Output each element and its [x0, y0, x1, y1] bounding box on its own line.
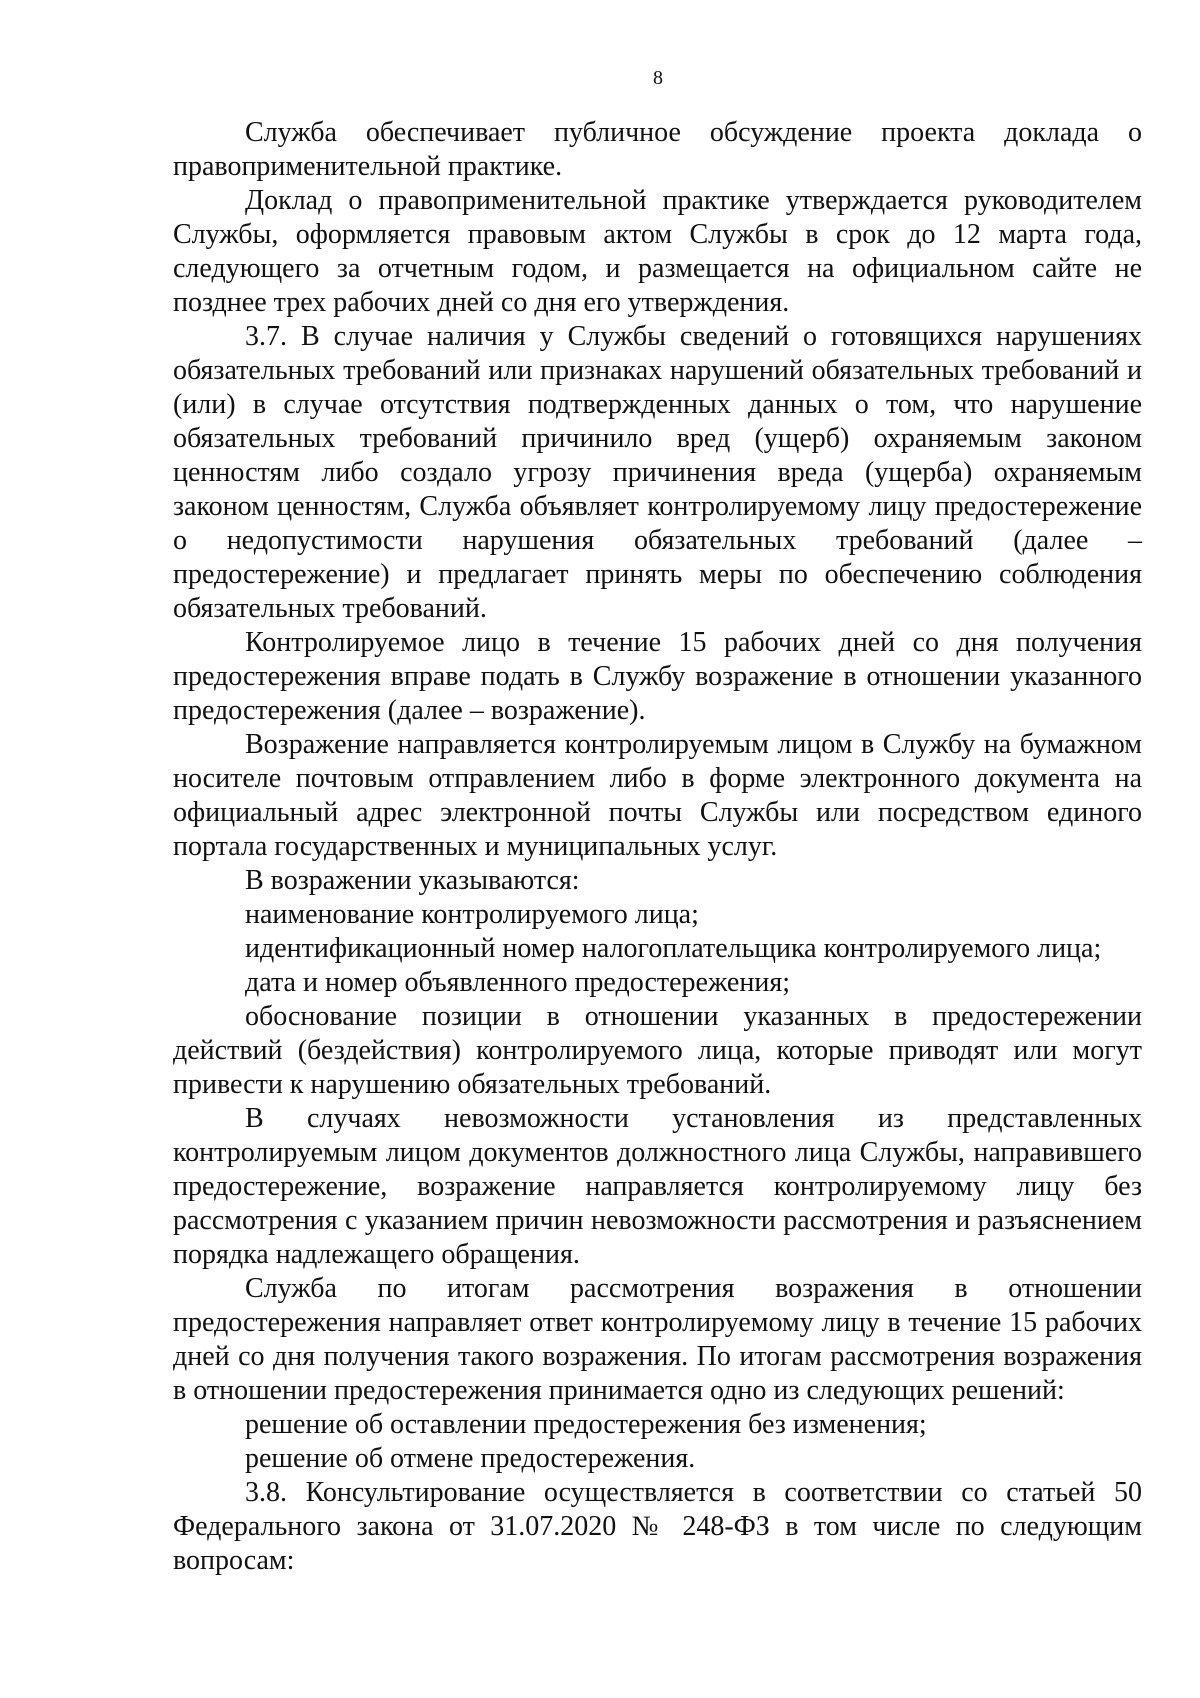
paragraph-objection-right: Контролируемое лицо в течение 15 рабочих дней со дня получения предостережения вправе подать в Службу возражение в отношении указанного предостережения (далее – возражение). [173, 627, 1142, 726]
paragraph-public-discussion: Служба обеспечивает публичное обсуждение проекта доклада о правоприменительной практике. [173, 117, 1142, 182]
document-body [173, 116, 1142, 1578]
paragraph-3-7-warning: 3.7. В случае наличия у Службы сведений о готовящихся нарушениях обязательных требований или признаках нарушений обязательных требований и (или) в случае отсутствия подтвержденных данных о том, что нарушение обязательных требований причинило вред (ущерб) охраняемым законом ценностям либо создало угрозу причинения вреда (ущерба) охраняемым законом ценностям, Служба объявляет контролируемому лицу предостережение о недопустимости нарушения обязательных требований (далее – предостережение) и предлагает принять меры по обеспечению соблюдения обязательных требований. [173, 321, 1142, 624]
list-item: обоснование позиции в отношении указанных в предостережении действий (бездействия) контролируемого лица, которые приводят или могут привести к нарушению обязательных требований. [173, 1001, 1142, 1100]
list-item: наименование контролируемого лица; [245, 899, 699, 930]
paragraph-3-8-consulting: 3.8. Консультирование осуществляется в соответствии со статьей 50 Федерального закона от 31.07.2020 № 248-ФЗ в том числе по следующим вопросам: [173, 1477, 1142, 1576]
paragraph-objection-review: Служба по итогам рассмотрения возражения в отношении предостережения направляет ответ контролируемому лицу в течение 15 рабочих дней со дня получения такого возражения. По итогам рассмотрения возражения в отношении предостережения принимается одно из следующих решений: [173, 1273, 1142, 1406]
paragraph-objection-contents-intro: В возражении указываются: [245, 865, 580, 896]
list-item: дата и номер объявленного предостережения; [245, 967, 790, 998]
paragraph-objection-submission: Возражение направляется контролируемым лицом в Службу на бумажном носителе почтовым отправлением либо в форме электронного документа на официальный адрес электронной почты Службы или посредством единого портала государственных и муниципальных услуг. [173, 729, 1142, 862]
paragraph-impossible-identification: В случаях невозможности установления из представленных контролируемым лицом документов должностного лица Службы, направившего предостережение, возражение направляется контролируемому лицу без рассмотрения с указанием причин невозможности рассмотрения и разъяснением порядка надлежащего обращения. [173, 1103, 1142, 1270]
list-item: решение об отмене предостережения. [245, 1443, 696, 1474]
paragraph-report-approval: Доклад о правоприменительной практике утверждается руководителем Службы, оформляется правовым актом Службы в срок до 12 марта года, следующего за отчетным годом, и размещается на официальном сайте не позднее трех рабочих дней со дня его утверждения. [173, 185, 1142, 318]
list-item: идентификационный номер налогоплательщика контролируемого лица; [245, 933, 1102, 964]
page-number: 8 [653, 67, 663, 89]
list-item: решение об оставлении предостережения без изменения; [245, 1409, 927, 1440]
